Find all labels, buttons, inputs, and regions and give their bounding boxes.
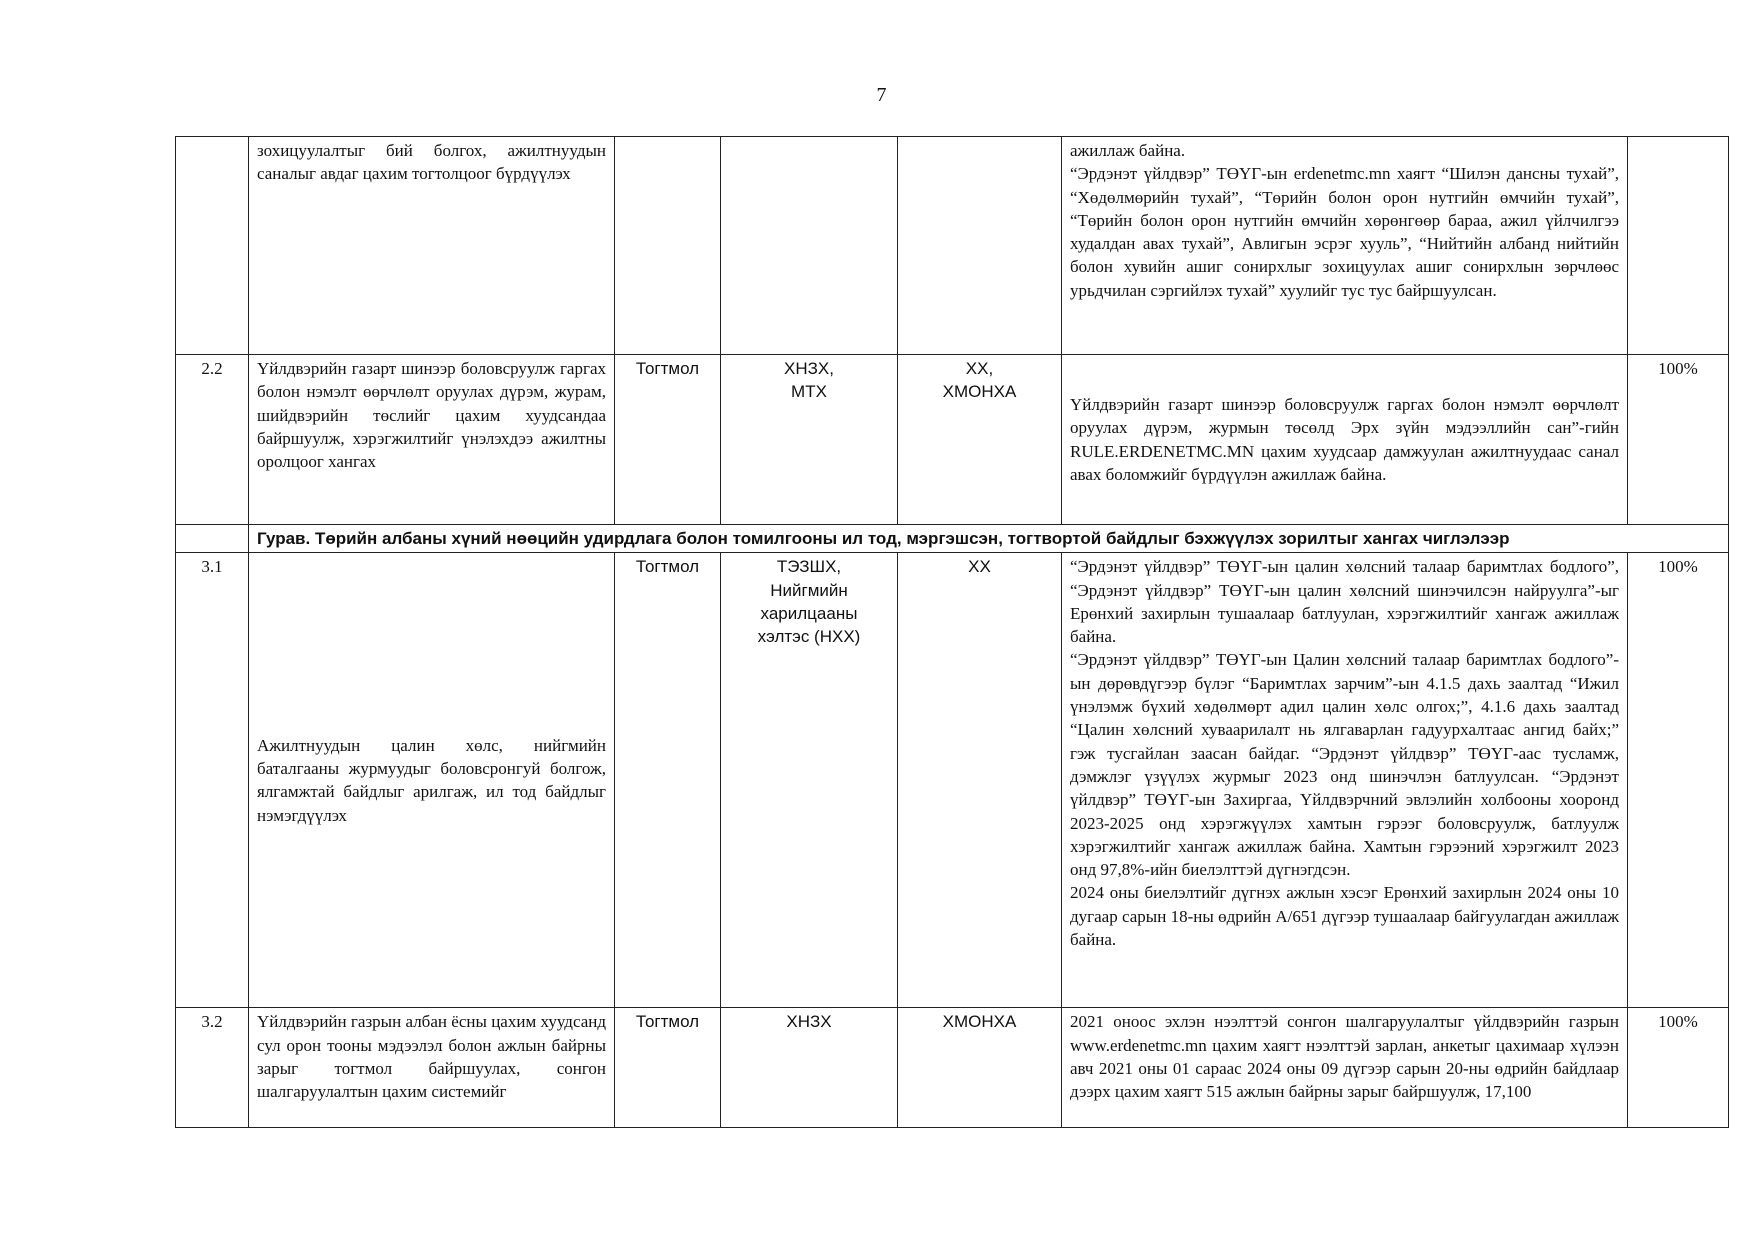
row-number: 3.2	[176, 1008, 249, 1128]
responsible-line: ХНЗХ,	[784, 359, 834, 378]
result-paragraph: Үйлдвэрийн газарт шинээр боловсруулж гаргах болон нэмэлт өөрчлөлт оруулах дүрэм, журмын төсөлд Эрх зүйн мэдээллийн сан”-гийн RULE.ERDENETMC.MN цахим хуудсаар дамжуулан ажилтнуудаас санал авах боломжийг бүрдүүлэн ажиллаж байна.	[1070, 394, 1619, 484]
percent-cell: 100%	[1628, 553, 1729, 1008]
table-row	[176, 137, 1729, 355]
result-cell	[1062, 137, 1628, 355]
task-cell: Үйлдвэрийн газарт шинээр боловсруулж гаргах болон нэмэлт өөрчлөлт оруулах дүрэм, журам, шийдвэрийн төслийг цахим хуудсандаа байршуулж, хэрэгжилтийг үнэлэхдээ ажилтны оролцоог хангах	[249, 355, 615, 525]
partner-cell	[898, 1008, 1062, 1128]
result-cell	[1062, 553, 1628, 1008]
result-paragraph: ажиллаж байна.	[1070, 141, 1186, 160]
responsible-line: Нийгмийн	[770, 580, 848, 600]
result-cell	[1062, 355, 1628, 525]
responsible-cell	[721, 1008, 898, 1128]
result-paragraph: 2024 оны биелэлтийг дүгнэх ажлын хэсэг Ерөнхий захирлын 2024 оны 10 дугаар сарын 18-ны өдрийн А/651 дүгээр тушаалаар байгуулагдан ажиллаж байна.	[1070, 883, 1619, 950]
result-paragraph: “Эрдэнэт үйлдвэр” ТӨҮГ-ын Цалин хөлсний талаар баримтлах бодлого”-ын дөрөвдүгээр бүлэг “Баримтлах зарчим”-ын 4.1.5 дахь заалтад “Ижил үнэлэмж бүхий хөдөлмөрт адил цалин хөлс олгох;”, 4.1.6 дахь заалтад “Цалин хөлсний хуваарилалт нь ялгаварлан гадуурхалтаас ангид байх;” гэж тусгайлан заасан байдаг. “Эрдэнэт үйлдвэр” ТӨҮГ-аас тусламж, дэмжлэг үзүүлэх журмыг 2023 онд шинэчлэн батлуулсан. “Эрдэнэт үйлдвэр” ТӨҮГ-ын Захиргаа, Үйлдвэрчний эвлэлийн холбооны хооронд 2023-2025 онд хэрэгжүүлэх хамтын гэрээг боловсруулж, батлуулж хэрэгжилтийг хангаж ажиллаж байна. Хамтын гэрээний хэрэгжилт 2023 онд 97,8%-ийн биелэлттэй дүгнэгдсэн.	[1070, 650, 1619, 880]
row-number	[176, 137, 249, 355]
table-row	[176, 1008, 1729, 1128]
deadline-cell: Тогтмол	[615, 553, 721, 1008]
action-plan-table	[175, 136, 1729, 1128]
deadline-cell: Тогтмол	[615, 1008, 721, 1128]
responsible-line: харилцааны	[760, 603, 858, 623]
result-paragraph: “Эрдэнэт үйлдвэр” ТӨҮГ-ын цалин хөлсний талаар баримтлах бодлого”, “Эрдэнэт үйлдвэр” ТӨҮГ-ын цалин хөлсний шинэчилсэн найруулга”-ыг Ерөнхий захирлын тушаалаар батлуулан, хэрэгжилтийг хангаж ажиллаж байна.	[1070, 557, 1619, 647]
deadline-cell	[615, 137, 721, 355]
responsible-line: ХНЗХ	[786, 1012, 832, 1032]
percent-cell	[1628, 137, 1729, 355]
responsible-line: МТХ	[791, 382, 827, 402]
result-paragraph: 2021 оноос эхлэн нээлттэй сонгон шалгаруулалтыг үйлдвэрийн газрын www.erdenetmc.mn цахим хаягт нээлттэй зарлан, анкетыг цахимаар хүлээн авч 2021 оны 01 сараас 2024 оны 09 дүгээр сарын 20-ны өдрийн байдлаар дээрх цахим хаягт 515 ажлын байрны зарыг байршуулж, 17,100	[1070, 1012, 1619, 1102]
table-row	[176, 553, 1729, 1008]
partner-line: ХХ	[968, 557, 991, 577]
percent-cell: 100%	[1628, 1008, 1729, 1128]
task-cell: Үйлдвэрийн газрын албан ёсны цахим хуудсанд сул орон тооны мэдээлэл болон ажлын байрны зарыг тогтмол байршуулах, сонгон шалгаруулалтын цахим системийг	[249, 1008, 615, 1128]
responsible-cell	[721, 137, 898, 355]
section-spacer	[176, 525, 249, 553]
responsible-cell	[721, 553, 898, 1008]
table-row	[176, 355, 1729, 525]
responsible-cell	[721, 355, 898, 525]
task-cell: Ажилтнуудын цалин хөлс, нийгмийн баталгааны журмуудыг боловсронгуй болгож, ялгамжтай байдлыг арилгаж, ил тод байдлыг нэмэгдүүлэх	[249, 553, 615, 1008]
result-paragraph: “Эрдэнэт үйлдвэр” ТӨҮГ-ын erdenetmc.mn хаягт “Шилэн дансны тухай”, “Хөдөлмөрийн тухай”, “Төрийн болон орон нутгийн өмчийн тухай”, “Төрийн болон орон нутгийн өмчийн хөрөнгөөр бараа, ажил үйлчилгээ худалдан авах тухай”, Авлигын эсрэг хууль”, “Нийтийн албанд нийтийн болон хувийн ашиг сонирхлыг зохицуулах ашиг сонирхлын зөрчлөөс урьдчилан сэргийлэх тухай” хуулийг тус тус байршуулсан.	[1070, 164, 1619, 300]
task-cell: зохицуулалтыг бий болгох, ажилтнуудын саналыг авдаг цахим тогтолцоог бүрдүүлэх	[249, 137, 615, 355]
percent-cell: 100%	[1628, 355, 1729, 525]
section-title: Гурав. Төрийн албаны хүний нөөцийн удирдлага болон томилгооны ил тод, мэргэшсэн, тогтвортой байдлыг бэхжүүлэх зорилтыг хангах чиглэлээр	[249, 525, 1729, 553]
partner-cell	[898, 355, 1062, 525]
row-number: 3.1	[176, 553, 249, 1008]
responsible-line: ТЭЗШХ,	[776, 557, 842, 577]
partner-line: ХМОНХА	[942, 1012, 1017, 1032]
page-number: 7	[876, 84, 887, 106]
row-number: 2.2	[176, 355, 249, 525]
responsible-line: хэлтэс (НХХ)	[757, 627, 861, 647]
partner-cell	[898, 553, 1062, 1008]
section-heading-row	[176, 525, 1729, 553]
result-cell	[1062, 1008, 1628, 1128]
partner-line: ХМОНХА	[942, 382, 1017, 402]
partner-cell	[898, 137, 1062, 355]
deadline-cell: Тогтмол	[615, 355, 721, 525]
partner-line: ХХ,	[965, 359, 994, 378]
